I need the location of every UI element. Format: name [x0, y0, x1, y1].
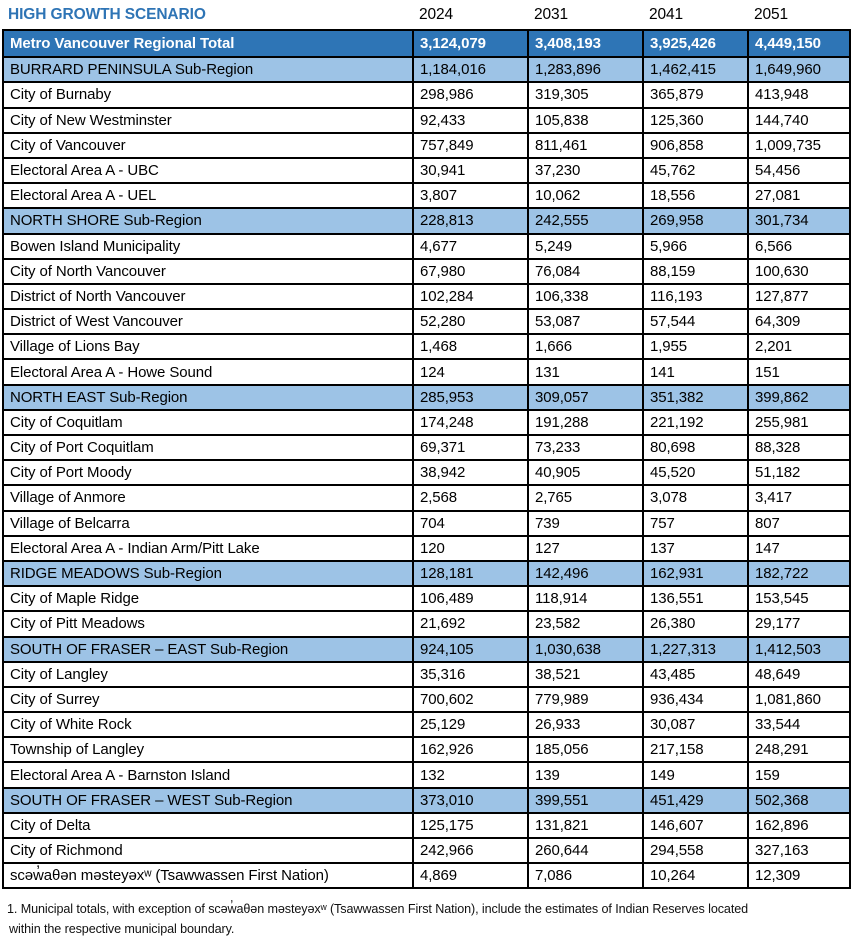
value-2041: 10,264	[642, 864, 747, 887]
value-2031: 53,087	[527, 310, 642, 333]
value-2024: 1,468	[412, 335, 527, 358]
value-2041: 80,698	[642, 436, 747, 459]
value-2051: 6,566	[747, 235, 849, 258]
value-2051: 151	[747, 360, 849, 383]
value-2041: 451,429	[642, 789, 747, 812]
row-label: District of West Vancouver	[10, 313, 183, 331]
table-row	[4, 258, 849, 283]
value-2031: 191,288	[527, 411, 642, 434]
value-2041: 136,551	[642, 587, 747, 610]
row-label: City of White Rock	[10, 716, 132, 734]
year-column-header-2031: 2031	[534, 5, 569, 23]
value-2031: 1,666	[527, 335, 642, 358]
value-2024: 924,105	[412, 638, 527, 661]
value-2041: 906,858	[642, 134, 747, 157]
value-2051: 3,417	[747, 486, 849, 509]
value-2051: 399,862	[747, 386, 849, 409]
row-label: NORTH SHORE Sub-Region	[10, 212, 202, 230]
row-label: Village of Anmore	[10, 489, 126, 507]
value-2051: 54,456	[747, 159, 849, 182]
value-2031: 127	[527, 537, 642, 560]
value-2041: 1,462,415	[642, 58, 747, 81]
value-2051: 29,177	[747, 612, 849, 635]
value-2041: 351,382	[642, 386, 747, 409]
value-2051: 1,412,503	[747, 638, 849, 661]
value-2024: 124	[412, 360, 527, 383]
value-2041: 125,360	[642, 109, 747, 132]
table-row	[4, 333, 849, 358]
row-label: City of Coquitlam	[10, 413, 123, 431]
table-row	[4, 157, 849, 182]
value-2031: 26,933	[527, 713, 642, 736]
value-2024: 4,869	[412, 864, 527, 887]
value-2051: 100,630	[747, 260, 849, 283]
value-2031: 131	[527, 360, 642, 383]
value-2051: 144,740	[747, 109, 849, 132]
value-2024: 1,184,016	[412, 58, 527, 81]
value-2024: 162,926	[412, 738, 527, 761]
row-label: RIDGE MEADOWS Sub-Region	[10, 565, 222, 583]
row-label: SOUTH OF FRASER – WEST Sub-Region	[10, 791, 293, 809]
value-2031: 309,057	[527, 386, 642, 409]
table-row	[4, 459, 849, 484]
value-2031: 105,838	[527, 109, 642, 132]
value-2024: 128,181	[412, 562, 527, 585]
value-2051: 182,722	[747, 562, 849, 585]
value-2041: 26,380	[642, 612, 747, 635]
value-2031: 779,989	[527, 688, 642, 711]
value-2051: 12,309	[747, 864, 849, 887]
table-row	[4, 81, 849, 106]
row-label: City of Port Moody	[10, 464, 132, 482]
value-2051: 51,182	[747, 461, 849, 484]
value-2051: 153,545	[747, 587, 849, 610]
value-2041: 162,931	[642, 562, 747, 585]
row-label: Electoral Area A - Barnston Island	[10, 766, 231, 784]
value-2051: 147	[747, 537, 849, 560]
value-2024: 373,010	[412, 789, 527, 812]
value-2041: 217,158	[642, 738, 747, 761]
value-2031: 185,056	[527, 738, 642, 761]
value-2024: 3,124,079	[412, 31, 527, 56]
row-label: Electoral Area A - Howe Sound	[10, 363, 213, 381]
row-label: Electoral Area A - Indian Arm/Pitt Lake	[10, 539, 260, 557]
value-2051: 248,291	[747, 738, 849, 761]
table-row	[4, 56, 849, 81]
table-header	[2, 0, 853, 29]
value-2031: 5,249	[527, 235, 642, 258]
value-2024: 174,248	[412, 411, 527, 434]
value-2041: 116,193	[642, 285, 747, 308]
value-2031: 142,496	[527, 562, 642, 585]
value-2041: 141	[642, 360, 747, 383]
value-2024: 21,692	[412, 612, 527, 635]
table-row	[4, 585, 849, 610]
value-2041: 3,925,426	[642, 31, 747, 56]
value-2024: 757,849	[412, 134, 527, 157]
table-row	[4, 560, 849, 585]
year-column-header-2041: 2041	[649, 5, 684, 23]
row-label: City of North Vancouver	[10, 262, 166, 280]
value-2024: 35,316	[412, 663, 527, 686]
table-row	[4, 610, 849, 635]
value-2031: 260,644	[527, 839, 642, 862]
value-2051: 502,368	[747, 789, 849, 812]
value-2041: 757	[642, 512, 747, 535]
value-2051: 127,877	[747, 285, 849, 308]
value-2031: 38,521	[527, 663, 642, 686]
value-2041: 294,558	[642, 839, 747, 862]
table-row	[4, 837, 849, 862]
value-2051: 88,328	[747, 436, 849, 459]
row-label: SOUTH OF FRASER – EAST Sub-Region	[10, 640, 289, 658]
row-label: Village of Belcarra	[10, 514, 130, 532]
row-label: City of Burnaby	[10, 86, 112, 104]
table-row	[4, 736, 849, 761]
row-label: Electoral Area A - UEL	[10, 187, 157, 205]
value-2041: 30,087	[642, 713, 747, 736]
row-label: City of Pitt Meadows	[10, 615, 145, 633]
row-label: City of Surrey	[10, 690, 100, 708]
value-2051: 1,649,960	[747, 58, 849, 81]
value-2041: 43,485	[642, 663, 747, 686]
value-2041: 149	[642, 763, 747, 786]
value-2031: 2,765	[527, 486, 642, 509]
value-2051: 2,201	[747, 335, 849, 358]
value-2031: 1,030,638	[527, 638, 642, 661]
value-2041: 146,607	[642, 814, 747, 837]
value-2041: 18,556	[642, 184, 747, 207]
value-2024: 285,953	[412, 386, 527, 409]
value-2024: 67,980	[412, 260, 527, 283]
value-2041: 88,159	[642, 260, 747, 283]
table-row	[4, 308, 849, 333]
table-row	[4, 787, 849, 812]
table-title: HIGH GROWTH SCENARIO	[8, 5, 206, 23]
value-2031: 739	[527, 512, 642, 535]
table-row	[4, 711, 849, 736]
year-column-header-2051: 2051	[754, 5, 789, 23]
value-2024: 704	[412, 512, 527, 535]
value-2024: 700,602	[412, 688, 527, 711]
value-2031: 118,914	[527, 587, 642, 610]
value-2051: 48,649	[747, 663, 849, 686]
value-2051: 159	[747, 763, 849, 786]
value-2041: 5,966	[642, 235, 747, 258]
table-row	[4, 661, 849, 686]
value-2031: 3,408,193	[527, 31, 642, 56]
value-2031: 811,461	[527, 134, 642, 157]
value-2024: 69,371	[412, 436, 527, 459]
row-label: City of Vancouver	[10, 136, 126, 154]
value-2031: 76,084	[527, 260, 642, 283]
value-2031: 1,283,896	[527, 58, 642, 81]
row-label: City of New Westminster	[10, 111, 172, 129]
value-2024: 106,489	[412, 587, 527, 610]
value-2024: 298,986	[412, 83, 527, 106]
value-2051: 255,981	[747, 411, 849, 434]
row-label: Electoral Area A - UBC	[10, 162, 159, 180]
row-label: Metro Vancouver Regional Total	[10, 35, 235, 53]
value-2051: 1,009,735	[747, 134, 849, 157]
value-2041: 137	[642, 537, 747, 560]
value-2024: 30,941	[412, 159, 527, 182]
table-row	[4, 535, 849, 560]
value-2051: 1,081,860	[747, 688, 849, 711]
value-2024: 132	[412, 763, 527, 786]
table-row	[4, 434, 849, 459]
value-2024: 242,966	[412, 839, 527, 862]
footnote	[7, 900, 851, 938]
row-label: Village of Lions Bay	[10, 338, 140, 356]
value-2024: 4,677	[412, 235, 527, 258]
row-label: Bowen Island Municipality	[10, 237, 181, 255]
row-label: City of Delta	[10, 816, 91, 834]
row-label: City of Richmond	[10, 842, 123, 860]
value-2041: 269,958	[642, 209, 747, 232]
value-2024: 228,813	[412, 209, 527, 232]
value-2031: 7,086	[527, 864, 642, 887]
table-row	[4, 182, 849, 207]
table-row	[4, 636, 849, 661]
table-row	[4, 686, 849, 711]
footnote-line-1: 1. Municipal totals, with exception of scəw̓aθən məsteyəxʷ (Tsawwassen First Nation), include the estimates of Indian Reserves located	[7, 902, 749, 917]
value-2031: 319,305	[527, 83, 642, 106]
row-label: Township of Langley	[10, 741, 145, 759]
value-2031: 242,555	[527, 209, 642, 232]
value-2024: 38,942	[412, 461, 527, 484]
value-2041: 365,879	[642, 83, 747, 106]
value-2041: 1,227,313	[642, 638, 747, 661]
table-row	[4, 132, 849, 157]
value-2051: 301,734	[747, 209, 849, 232]
table-row	[4, 484, 849, 509]
table-row	[4, 409, 849, 434]
table-row	[4, 761, 849, 786]
value-2024: 25,129	[412, 713, 527, 736]
value-2051: 33,544	[747, 713, 849, 736]
value-2041: 221,192	[642, 411, 747, 434]
value-2031: 131,821	[527, 814, 642, 837]
value-2051: 27,081	[747, 184, 849, 207]
value-2051: 807	[747, 512, 849, 535]
table-row	[4, 358, 849, 383]
value-2031: 399,551	[527, 789, 642, 812]
value-2051: 4,449,150	[747, 31, 849, 56]
row-label: District of North Vancouver	[10, 287, 186, 305]
table-row	[4, 233, 849, 258]
value-2031: 37,230	[527, 159, 642, 182]
value-2041: 45,762	[642, 159, 747, 182]
value-2031: 23,582	[527, 612, 642, 635]
table-row	[4, 107, 849, 132]
table-row	[4, 510, 849, 535]
row-label: BURRARD PENINSULA Sub-Region	[10, 61, 254, 79]
table-row	[4, 31, 849, 56]
value-2024: 92,433	[412, 109, 527, 132]
value-2031: 106,338	[527, 285, 642, 308]
value-2024: 52,280	[412, 310, 527, 333]
value-2031: 73,233	[527, 436, 642, 459]
row-label: City of Port Coquitlam	[10, 439, 154, 457]
table-row	[4, 812, 849, 837]
row-label: scəw̓aθən məsteyəxʷ (Tsawwassen First Nation)	[10, 867, 329, 885]
value-2041: 936,434	[642, 688, 747, 711]
row-label: City of Maple Ridge	[10, 590, 139, 608]
table-row	[4, 862, 849, 887]
table-row	[4, 283, 849, 308]
table-row	[4, 207, 849, 232]
row-label: City of Langley	[10, 665, 108, 683]
value-2024: 2,568	[412, 486, 527, 509]
value-2041: 3,078	[642, 486, 747, 509]
value-2024: 3,807	[412, 184, 527, 207]
value-2031: 10,062	[527, 184, 642, 207]
table-row	[4, 384, 849, 409]
value-2024: 125,175	[412, 814, 527, 837]
value-2031: 139	[527, 763, 642, 786]
population-projection-table	[2, 29, 851, 889]
row-label: NORTH EAST Sub-Region	[10, 388, 188, 406]
value-2031: 40,905	[527, 461, 642, 484]
year-column-header-2024: 2024	[419, 5, 454, 23]
value-2024: 120	[412, 537, 527, 560]
value-2041: 57,544	[642, 310, 747, 333]
value-2041: 45,520	[642, 461, 747, 484]
value-2051: 64,309	[747, 310, 849, 333]
value-2024: 102,284	[412, 285, 527, 308]
value-2051: 327,163	[747, 839, 849, 862]
footnote-line-2: within the respective municipal boundary.	[9, 921, 235, 936]
value-2041: 1,955	[642, 335, 747, 358]
value-2051: 413,948	[747, 83, 849, 106]
value-2051: 162,896	[747, 814, 849, 837]
